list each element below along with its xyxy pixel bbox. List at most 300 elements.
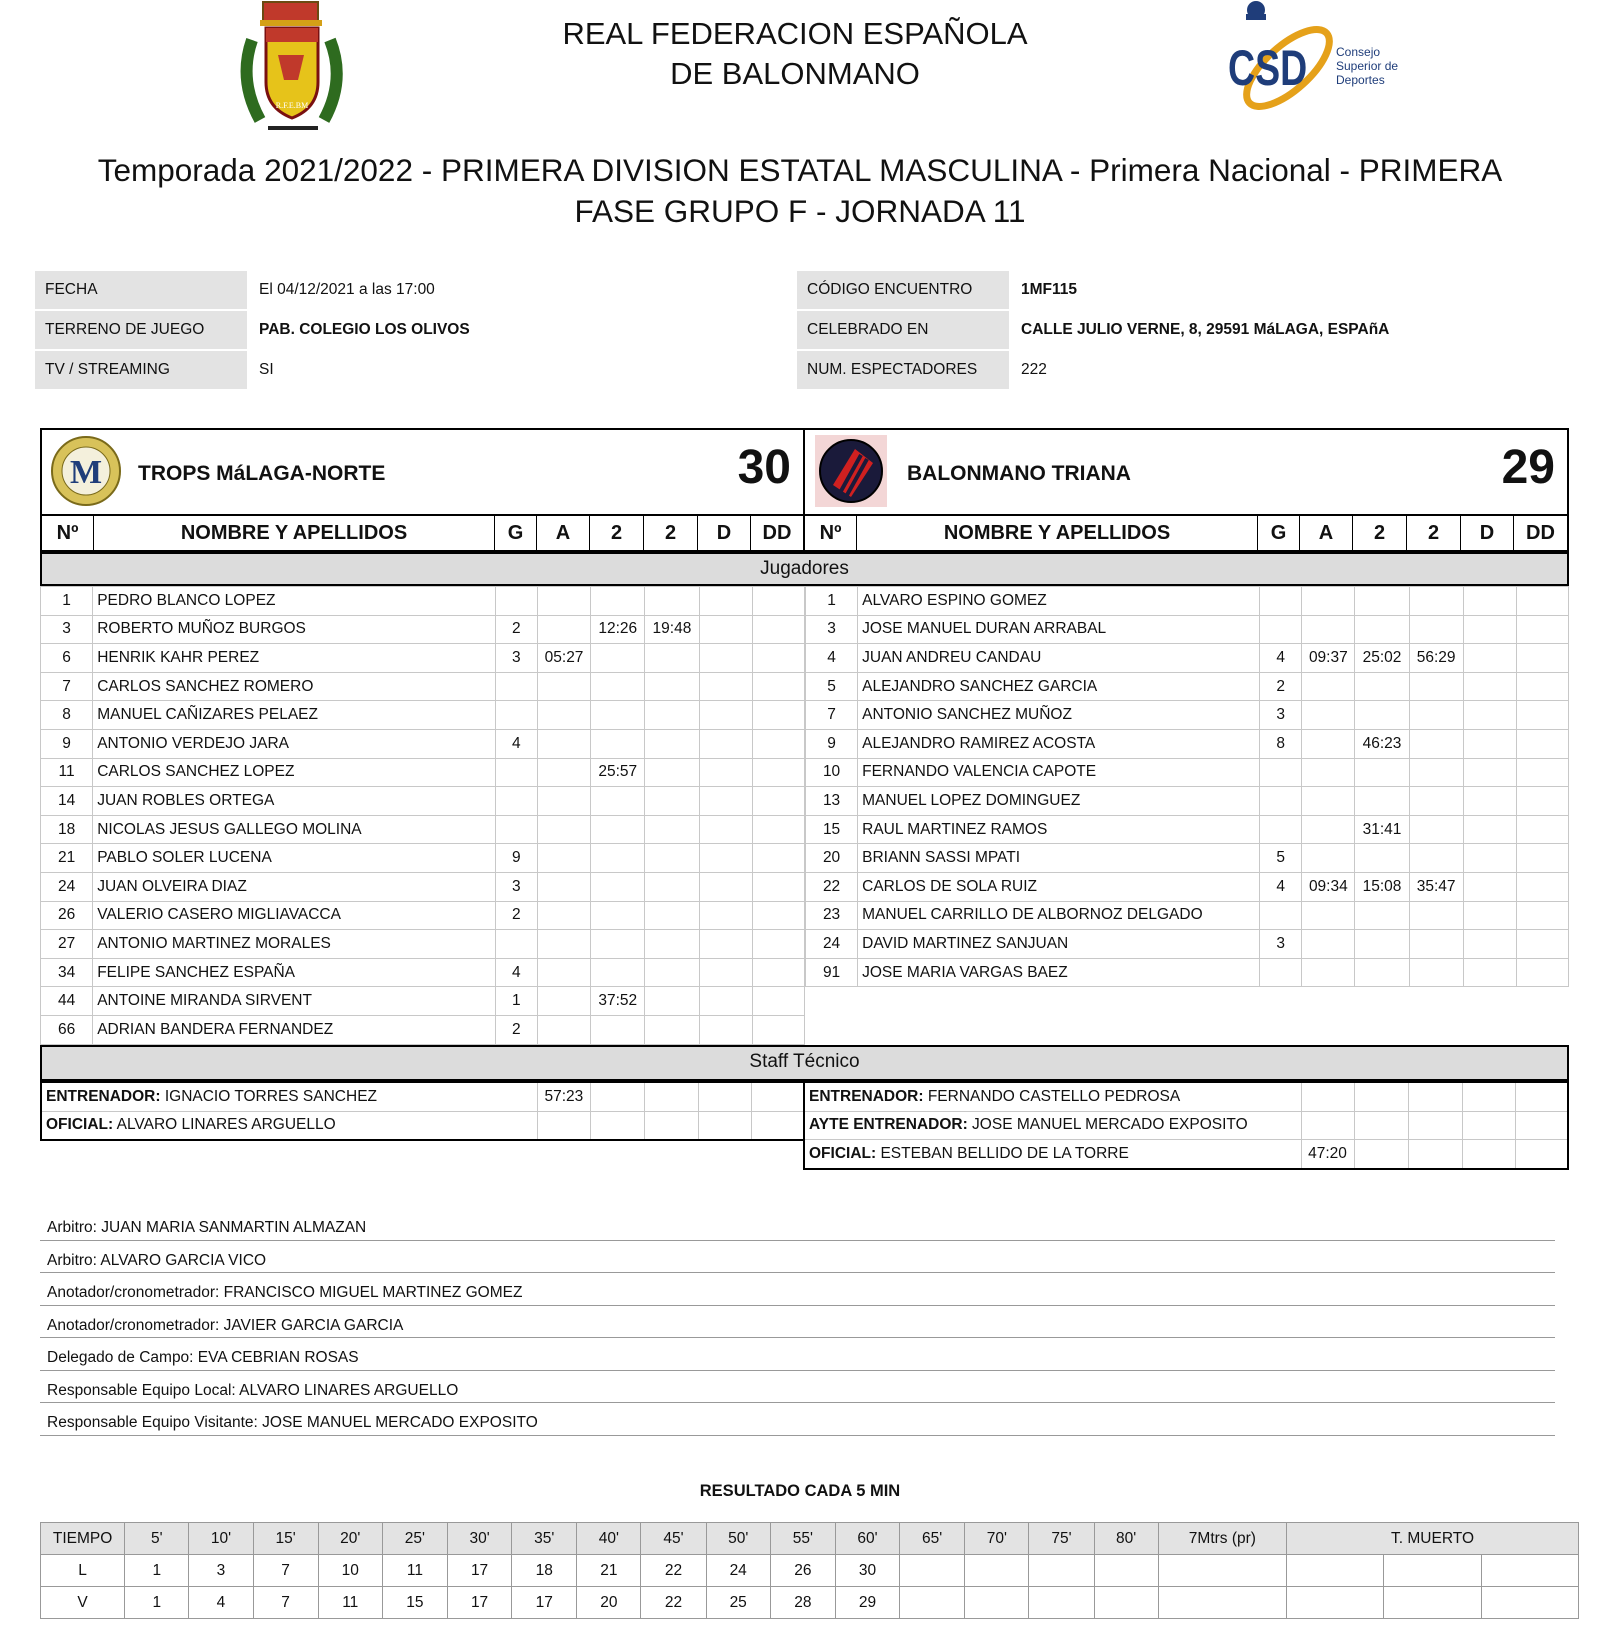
match-info-left [35,270,795,390]
season-title [40,150,1560,232]
info-row-tv [35,350,795,390]
staff-empty-cell [1408,1140,1462,1169]
staff-empty-cell [1354,1111,1408,1140]
player-number: 1 [806,587,858,616]
player-disqualification-report [1516,930,1568,959]
player-2min-1 [591,815,645,844]
staff-band: Staff Técnico [40,1045,1569,1081]
empty-cell [1481,1555,1578,1587]
player-warning [537,872,590,901]
row-label: V [41,1587,125,1619]
player-disqualification-report [1516,872,1568,901]
player-2min-2 [645,787,699,816]
player-row [41,930,805,959]
score-cell: 4 [189,1587,253,1619]
player-goals: 2 [495,901,537,930]
player-name: CARLOS SANCHEZ ROMERO [93,672,496,701]
score-cell [900,1555,965,1587]
player-disqualification-report [752,701,804,730]
player-2min-2 [645,930,699,959]
player-disqualification [1463,787,1516,816]
player-row [41,615,805,644]
player-row [806,587,1569,616]
player-row [41,672,805,701]
player-goals: 9 [495,844,537,873]
player-2min-1 [591,587,645,616]
player-disqualification [699,701,752,730]
interval-label: 60' [835,1523,899,1555]
staff-role: OFICIAL: [46,1116,114,1134]
tv-label: TV / STREAMING [35,351,247,389]
player-name: ALEJANDRO RAMIREZ ACOSTA [858,729,1260,758]
player-disqualification-report [752,930,804,959]
player-goals [1260,958,1302,987]
player-number: 6 [41,644,93,673]
staff-empty-cell [699,1082,752,1111]
season-line-2: FASE GRUPO F - JORNADA 11 [574,193,1026,229]
player-number: 5 [806,672,858,701]
player-warning [537,844,590,873]
player-2min-1 [591,672,645,701]
player-goals: 2 [495,615,537,644]
col-g: G [495,516,537,550]
player-warning [1302,729,1355,758]
player-goals [495,930,537,959]
player-warning [1302,901,1355,930]
player-2min-1 [591,787,645,816]
player-row [41,758,805,787]
staff-empty-cell [1408,1082,1462,1111]
official-line: Arbitro: ALVARO GARCIA VICO [40,1241,1555,1274]
player-disqualification-report [752,1015,804,1044]
interval-label: 45' [641,1523,706,1555]
results-table [40,1522,1579,1619]
staff-role: OFICIAL: [809,1144,877,1162]
celebrado-label: CELEBRADO EN [797,311,1009,349]
player-2min-1 [1355,958,1409,987]
player-number: 26 [41,901,93,930]
player-name: JOSE MANUEL DURAN ARRABAL [858,615,1260,644]
col-dd: DD [1526,521,1555,544]
player-2min-1: 31:41 [1355,815,1409,844]
score-cell: 30 [835,1555,899,1587]
player-number: 14 [41,787,93,816]
player-number: 10 [806,758,858,787]
player-row [806,644,1569,673]
staff-warning [1301,1111,1354,1140]
interval-label: 65' [900,1523,965,1555]
terreno-label: TERRENO DE JUEGO [35,311,247,349]
interval-label: 75' [1029,1523,1094,1555]
player-warning [537,701,590,730]
player-2min-2 [1409,958,1463,987]
interval-label: 20' [318,1523,382,1555]
player-number: 8 [41,701,93,730]
staff-name: FERNANDO CASTELLO PEDROSA [923,1087,1181,1105]
player-row [41,787,805,816]
player-row [806,672,1569,701]
results-header-row [41,1523,1579,1555]
staff-empty-cell [1515,1111,1568,1140]
player-disqualification [1463,701,1516,730]
player-2min-2 [645,844,699,873]
player-name: MANUEL CARRILLO DE ALBORNOZ DELGADO [858,901,1260,930]
player-warning [1302,615,1355,644]
player-name: ANTONIO MARTINEZ MORALES [93,930,496,959]
player-row [806,815,1569,844]
player-2min-1 [1355,615,1409,644]
player-2min-2 [645,644,699,673]
player-2min-1 [1355,701,1409,730]
score-cell: 11 [318,1587,382,1619]
rfebm-logo [238,0,348,140]
home-column-header [40,514,805,552]
staff-empty-cell [699,1111,752,1140]
player-2min-2 [1409,901,1463,930]
player-2min-1 [591,644,645,673]
season-line-1: Temporada 2021/2022 - PRIMERA DIVISION ESTATAL MASCULINA - Primera Nacional - PRIMERA [97,152,1503,188]
player-warning [537,901,590,930]
player-disqualification [1463,901,1516,930]
player-2min-1 [1355,930,1409,959]
player-number: 9 [806,729,858,758]
player-disqualification [699,644,752,673]
player-row [41,644,805,673]
player-disqualification [1463,844,1516,873]
player-row [41,958,805,987]
player-disqualification [699,958,752,987]
score-cell: 18 [512,1555,577,1587]
csd-logo [1228,0,1408,125]
player-name: JOSE MARIA VARGAS BAEZ [858,958,1260,987]
espectadores-value: 222 [1021,361,1047,378]
player-goals [1260,615,1302,644]
empty-cell [1287,1587,1384,1619]
player-number: 22 [806,872,858,901]
player-goals [495,587,537,616]
staff-member [804,1082,1301,1111]
staff-empty-cell [1408,1111,1462,1140]
player-goals [1260,815,1302,844]
staff-row [804,1140,1568,1169]
staff-row [804,1082,1568,1111]
player-2min-1 [591,701,645,730]
col-d: D [1461,516,1514,550]
player-2min-1 [1355,844,1409,873]
player-disqualification [1463,587,1516,616]
score-cell: 24 [706,1555,770,1587]
player-2min-2: 56:29 [1409,644,1463,673]
player-disqualification [699,729,752,758]
player-disqualification-report [1516,729,1568,758]
player-goals: 8 [1260,729,1302,758]
player-name: ANTONIO SANCHEZ MUÑOZ [858,701,1260,730]
player-2min-2 [1409,787,1463,816]
svg-text:CSD: CSD [1228,40,1308,97]
player-warning [537,729,590,758]
col-a: A [537,516,590,550]
player-name: MANUEL CAÑIZARES PELAEZ [93,701,496,730]
player-disqualification-report [1516,615,1568,644]
score-cell [1029,1587,1094,1619]
player-number: 7 [41,672,93,701]
player-name: CARLOS DE SOLA RUIZ [858,872,1260,901]
player-2min-2 [1409,729,1463,758]
tiempo-label: TIEMPO [41,1523,125,1555]
player-disqualification [1463,758,1516,787]
player-number: 1 [41,587,93,616]
player-number: 15 [806,815,858,844]
player-2min-2 [645,872,699,901]
player-goals: 5 [1260,844,1302,873]
player-warning: 09:37 [1302,644,1355,673]
player-disqualification [699,1015,752,1044]
tv-value: SI [259,361,274,378]
player-2min-2: 19:48 [645,615,699,644]
player-name: JUAN OLVEIRA DIAZ [93,872,496,901]
staff-row [804,1111,1568,1140]
official-line: Anotador/cronometrador: FRANCISCO MIGUEL MARTINEZ GOMEZ [40,1273,1555,1306]
away-staff-table [803,1081,1569,1170]
interval-label: 50' [706,1523,770,1555]
staff-warning [537,1111,590,1140]
player-warning [1302,787,1355,816]
officials-list [40,1208,1555,1436]
player-disqualification [699,587,752,616]
player-2min-1 [591,872,645,901]
player-2min-1 [591,729,645,758]
player-name: ROBERTO MUÑOZ BURGOS [93,615,496,644]
score-cell: 20 [577,1587,641,1619]
player-disqualification-report [752,758,804,787]
player-number: 13 [806,787,858,816]
player-disqualification-report [752,587,804,616]
svg-text:Superior de: Superior de [1336,59,1399,73]
player-row [41,844,805,873]
score-cell [900,1587,965,1619]
score-cell [1094,1555,1158,1587]
player-disqualification-report [1516,758,1568,787]
player-disqualification-report [752,987,804,1016]
player-goals: 3 [1260,701,1302,730]
player-2min-2 [645,587,699,616]
player-disqualification [699,758,752,787]
player-warning [1302,815,1355,844]
staff-empty-cell [1354,1082,1408,1111]
player-warning [1302,958,1355,987]
player-goals: 4 [1260,872,1302,901]
staff-role: ENTRENADOR: [46,1087,161,1105]
interval-label: 25' [382,1523,447,1555]
empty-cell [1158,1587,1286,1619]
staff-role: AYTE ENTRENADOR: [809,1116,968,1134]
home-team-logo [50,435,122,512]
player-name: PEDRO BLANCO LOPEZ [93,587,496,616]
player-disqualification-report [1516,958,1568,987]
official-line: Delegado de Campo: EVA CEBRIAN ROSAS [40,1338,1555,1371]
player-disqualification [699,672,752,701]
away-column-header [803,514,1569,552]
score-cell: 3 [189,1555,253,1587]
player-warning [537,815,590,844]
player-2min-1: 15:08 [1355,872,1409,901]
player-number: 11 [41,758,93,787]
col-a: A [1300,516,1353,550]
player-name: ADRIAN BANDERA FERNANDEZ [93,1015,496,1044]
player-2min-1: 37:52 [591,987,645,1016]
svg-text:Consejo: Consejo [1336,45,1381,59]
empty-cell [1384,1555,1481,1587]
results-title: RESULTADO CADA 5 MIN [699,1482,901,1500]
interval-label: 30' [447,1523,511,1555]
results-local-row [41,1555,1579,1587]
interval-label: 80' [1094,1523,1158,1555]
player-2min-2 [1409,930,1463,959]
player-row [41,901,805,930]
player-name: ALEJANDRO SANCHEZ GARCIA [858,672,1260,701]
federation-line-1: REAL FEDERACION ESPAÑOLA [562,16,1028,51]
player-disqualification [699,844,752,873]
player-2min-1: 12:26 [591,615,645,644]
player-2min-1 [591,930,645,959]
col-num: Nº [42,516,94,550]
player-disqualification-report [752,844,804,873]
interval-label: 5' [125,1523,189,1555]
player-disqualification-report [752,872,804,901]
player-goals [495,672,537,701]
player-goals: 3 [495,872,537,901]
player-name: BRIANN SASSI MPATI [858,844,1260,873]
staff-warning: 57:23 [537,1082,590,1111]
player-row [806,729,1569,758]
staff-empty-cell [1462,1140,1515,1169]
staff-member [804,1111,1301,1140]
player-warning [1302,758,1355,787]
player-warning [1302,930,1355,959]
player-name: MANUEL LOPEZ DOMINGUEZ [858,787,1260,816]
player-disqualification-report [1516,587,1568,616]
score-cell [1094,1587,1158,1619]
score-cell: 17 [447,1587,511,1619]
tmuerto-label: T. MUERTO [1287,1523,1579,1555]
player-disqualification-report [1516,644,1568,673]
player-number: 24 [806,930,858,959]
score-cell: 1 [125,1555,189,1587]
player-2min-2 [1409,758,1463,787]
empty-cell [1287,1555,1384,1587]
player-name: FELIPE SANCHEZ ESPAÑA [93,958,496,987]
player-warning [537,615,590,644]
staff-empty-cell [1515,1140,1568,1169]
away-team-logo [815,435,887,512]
player-2min-1: 46:23 [1355,729,1409,758]
player-number: 34 [41,958,93,987]
player-disqualification-report [1516,701,1568,730]
player-disqualification-report [1516,672,1568,701]
player-name: PABLO SOLER LUCENA [93,844,496,873]
player-goals: 2 [1260,672,1302,701]
svg-text:M: M [69,454,103,491]
score-cell [1029,1555,1094,1587]
staff-row [41,1111,804,1140]
info-row-celebrado [797,310,1577,350]
federation-title [480,14,1110,94]
player-disqualification-report [752,729,804,758]
staff-empty-cell [752,1111,804,1140]
player-warning [537,1015,590,1044]
staff-empty-cell [590,1082,644,1111]
player-warning [537,587,590,616]
player-name: RAUL MARTINEZ RAMOS [858,815,1260,844]
staff-empty-cell [1354,1140,1408,1169]
staff-row [41,1082,804,1111]
player-disqualification [1463,644,1516,673]
score-cell: 17 [512,1587,577,1619]
player-goals: 3 [1260,930,1302,959]
col-name: NOMBRE Y APELLIDOS [857,516,1258,550]
player-disqualification-report [752,615,804,644]
player-row [806,701,1569,730]
player-goals: 3 [495,644,537,673]
player-warning [1302,701,1355,730]
staff-empty-cell [645,1111,699,1140]
info-row-espectadores [797,350,1577,390]
fecha-value: El 04/12/2021 a las 17:00 [259,281,435,298]
player-disqualification-report [1516,815,1568,844]
away-players-table [805,586,1569,987]
player-2min-2 [1409,615,1463,644]
player-row [806,901,1569,930]
player-warning [1302,844,1355,873]
player-goals [1260,787,1302,816]
player-warning [537,958,590,987]
staff-empty-cell [645,1082,699,1111]
player-disqualification-report [752,901,804,930]
official-line: Anotador/cronometrador: JAVIER GARCIA GARCIA [40,1306,1555,1339]
score-cell: 10 [318,1555,382,1587]
celebrado-value: CALLE JULIO VERNE, 8, 29591 MáLAGA, ESPAñA [1021,321,1390,338]
player-name: FERNANDO VALENCIA CAPOTE [858,758,1260,787]
player-number: 21 [41,844,93,873]
staff-empty-cell [752,1082,804,1111]
player-name: CARLOS SANCHEZ LOPEZ [93,758,496,787]
player-number: 18 [41,815,93,844]
score-cell [965,1587,1029,1619]
player-2min-2 [1409,844,1463,873]
player-name: VALERIO CASERO MIGLIAVACCA [93,901,496,930]
player-name: NICOLAS JESUS GALLEGO MOLINA [93,815,496,844]
score-cell: 21 [577,1555,641,1587]
player-disqualification [699,901,752,930]
player-2min-2 [645,758,699,787]
staff-name: ALVARO LINARES ARGUELLO [113,1116,336,1134]
away-team-name: BALONMANO TRIANA [907,462,1131,485]
player-row [41,1015,805,1044]
player-row [41,701,805,730]
player-goals [1260,901,1302,930]
player-2min-2 [645,815,699,844]
col-dd: DD [762,521,792,544]
player-2min-1 [1355,587,1409,616]
player-disqualification [1463,615,1516,644]
player-warning [537,758,590,787]
player-number: 20 [806,844,858,873]
federation-line-2: DE BALONMANO [670,56,920,91]
player-2min-2 [1409,815,1463,844]
interval-label: 15' [253,1523,318,1555]
col-2min-2: 2 [644,516,698,550]
score-cell: 22 [641,1555,706,1587]
